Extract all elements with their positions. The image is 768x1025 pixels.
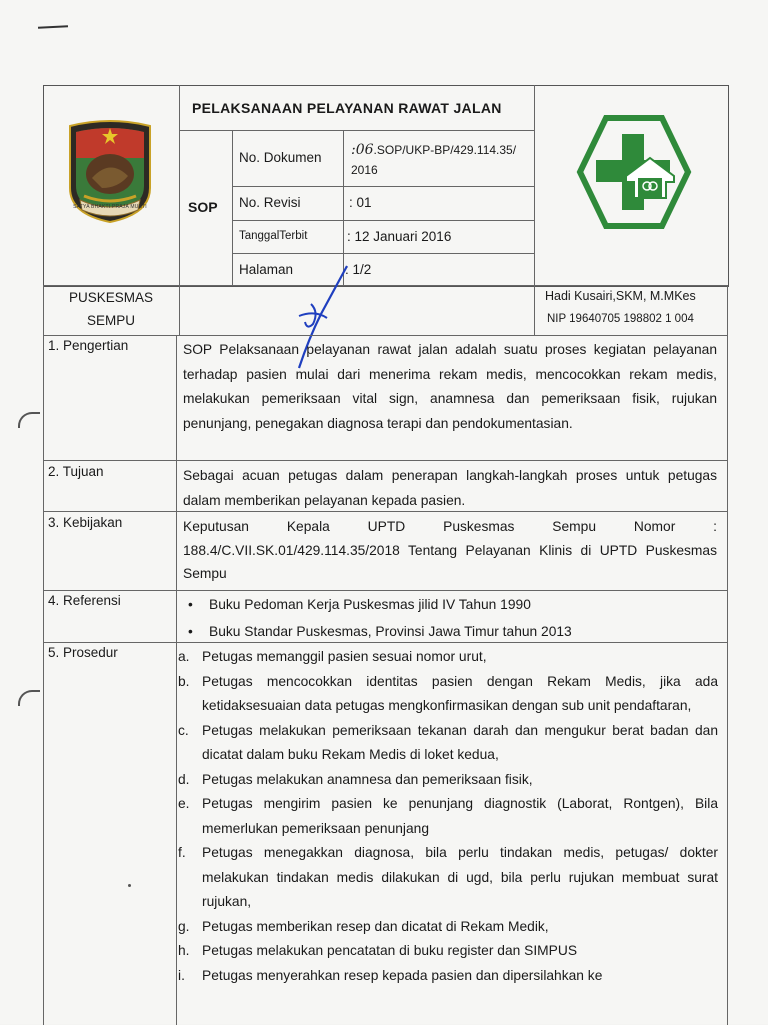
crest-motto: SATYA BHAKTI PRAJA MUKTI xyxy=(73,204,147,210)
pengertian-text: SOP Pelaksanaan pelayanan rawat jalan adalah suatu proses kegiatan pelayanan terhadap pasien mulai dari menerima rekam medis, mencocokkan rekam medis, melakukan pemeriksaan vital sign, anamnesa dan pemeriksaan fisik, rujukan penunjang, penegakan diagnosa terapi dan pendokumentasian. xyxy=(183,342,717,431)
tanggal-terbit-label: TanggalTerbit xyxy=(239,230,308,242)
prosedur-list xyxy=(178,645,718,988)
list-item: c. Petugas melakukan pemeriksaan tekanan darah dan mengukur berat badan dan dicatat dalam buku Rekam Medis di loket kedua, xyxy=(178,722,718,762)
sop-label: SOP xyxy=(188,199,218,215)
no-revisi-label: No. Revisi xyxy=(239,195,301,210)
list-item: d. Petugas melakukan anamnesa dan pemeriksaan fisik, xyxy=(178,771,533,787)
list-item: h. Petugas melakukan pencatatan di buku register dan SIMPUS xyxy=(178,943,578,958)
tanggal-terbit-value: : 12 Januari 2016 xyxy=(347,229,452,244)
list-item: g. Petugas memberikan resep dan dicatat di Rekam Medik, xyxy=(178,918,549,934)
list-item: • Buku Standar Puskesmas, Provinsi Jawa Timur tahun 2013 xyxy=(183,618,572,645)
health-cross-logo xyxy=(576,112,692,232)
document-title: PELAKSANAAN PELAYANAN RAWAT JALAN xyxy=(192,100,502,116)
speck xyxy=(128,884,131,887)
tujuan-text: Sebagai acuan petugas dalam penerapan langkah-langkah proses untuk petugas dalam memberikan pelayanan kepada pasien. xyxy=(183,468,717,508)
prosedur-label: 5. Prosedur xyxy=(48,645,118,660)
halaman-value: : 1/2 xyxy=(345,262,372,277)
list-item: a. Petugas memanggil pasien sesuai nomor urut, xyxy=(178,649,487,664)
corner-mark xyxy=(38,25,68,29)
referensi-list xyxy=(183,591,572,645)
halaman-label: Halaman xyxy=(239,262,294,277)
list-item: i. Petugas menyerahkan resep kepada pasien dan dipersilahkan ke xyxy=(178,967,603,983)
list-item: b. Petugas mencocokkan identitas pasien dengan Rekam Medis, jika ada ketidaksesuaian data petugas mengkonfirmasikan dengan sub unit pendaftaran, xyxy=(178,673,718,713)
punch-hole-mark xyxy=(18,412,40,428)
list-item: • Buku Pedoman Kerja Puskesmas jilid IV Tahun 1990 xyxy=(183,591,572,618)
signer-nip: NIP 19640705 198802 1 004 xyxy=(547,313,694,325)
signer-name: Hadi Kusairi,SKM, M.MKes xyxy=(545,289,696,303)
pengertian-label: 1. Pengertian xyxy=(48,338,129,353)
kebijakan-text: Keputusan Kepala UPTD Puskesmas Sempu Nomor : 188.4/C.VII.SK.01/429.114.35/2018 Tentang Pelayanan Klinis di UPTD Puskesmas Sempu xyxy=(183,519,717,581)
kebijakan-label: 3. Kebijakan xyxy=(48,515,123,530)
list-item: f. Petugas menegakkan diagnosa, bila perlu tindakan medis, petugas/ dokter melakukan tindakan medis dilakukan di ugd, bila perlu rujukan membuat surat rujukan, xyxy=(178,845,718,909)
no-dokumen-value: :06.SOP/UKP-BP/429.114.35/ 2016 xyxy=(351,142,517,177)
punch-hole-mark xyxy=(18,690,40,706)
tujuan-label: 2. Tujuan xyxy=(48,464,104,479)
no-revisi-value: : 01 xyxy=(349,195,372,210)
referensi-label: 4. Referensi xyxy=(48,593,121,608)
no-dokumen-label: No. Dokumen xyxy=(239,150,322,165)
puskesmas-name: PUSKESMAS SEMPU xyxy=(68,290,154,328)
list-item: e. Petugas mengirim pasien ke penunjang diagnostik (Laborat, Rontgen), Bila memerlukan pemeriksaan penunjang xyxy=(178,796,718,836)
handwritten-number: :06 xyxy=(351,142,374,158)
